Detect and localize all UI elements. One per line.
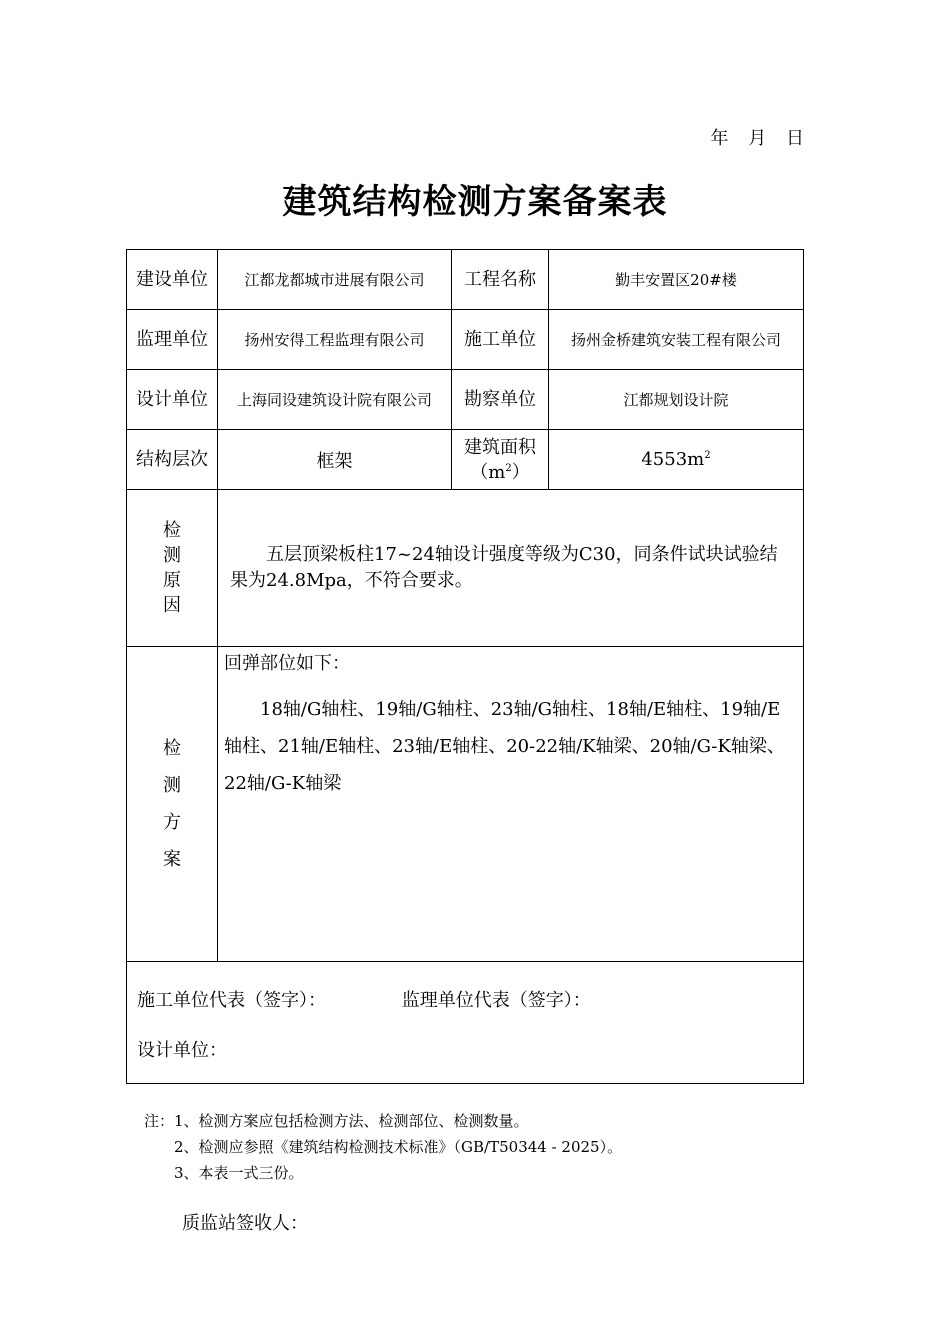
area-label-main: 建筑面积 bbox=[464, 436, 536, 458]
inspection-plan-label: 检 测 方 案 bbox=[127, 647, 218, 962]
filing-form-table bbox=[126, 249, 804, 1084]
builder-unit-value: 扬州金桥建筑安装工程有限公司 bbox=[549, 310, 804, 370]
construction-unit-value: 江都龙都城市进展有限公司 bbox=[218, 250, 452, 310]
receiver-signature[interactable]: 质监站签收人： bbox=[182, 1213, 308, 1234]
inspection-plan-text: 18轴/G轴柱、19轴/G轴柱、23轴/G轴柱、18轴/E轴柱、19轴/E轴柱、21轴/E轴柱、23轴/E轴柱、20-22轴/K轴梁、20轴/G-K轴梁、22轴/G-K轴梁 bbox=[224, 699, 785, 794]
inspection-plan-heading: 回弹部位如下： bbox=[224, 653, 350, 674]
design-unit-label: 设计单位 bbox=[127, 370, 218, 430]
structure-label: 结构层次 bbox=[127, 430, 218, 490]
area-value: $4553m^2$ bbox=[549, 430, 804, 490]
survey-unit-value: 江都规划设计院 bbox=[549, 370, 804, 430]
date-line: 年 月 日 bbox=[710, 128, 806, 149]
row-inspection-plan bbox=[127, 647, 804, 962]
design-unit-value: 上海同设建筑设计院有限公司 bbox=[218, 370, 452, 430]
notes bbox=[144, 1108, 622, 1186]
row-construction-project bbox=[127, 250, 804, 310]
page-title: 建筑结构检测方案备案表 bbox=[282, 182, 668, 222]
row-structure-area bbox=[127, 430, 804, 490]
note-2: 2、检测应参照《建筑结构检测技术标准》（GB/T50344 - 2025）。 bbox=[174, 1138, 623, 1156]
builder-unit-label: 施工单位 bbox=[452, 310, 549, 370]
structure-value: 框架 bbox=[218, 430, 452, 490]
builder-rep-signature[interactable]: 施工单位代表（签字）： bbox=[137, 990, 326, 1011]
inspection-reason-label: 检 测 原 因 bbox=[127, 490, 218, 647]
inspection-plan-cell bbox=[218, 647, 804, 962]
row-signatures bbox=[127, 962, 804, 1084]
construction-unit-label: 建设单位 bbox=[127, 250, 218, 310]
inspection-reason-text: 五层顶梁板柱17~24轴设计强度等级为C30，同条件试块试验结果为24.8Mpa，不符合要求。 bbox=[230, 544, 778, 591]
row-inspection-reason bbox=[127, 490, 804, 647]
project-name-value: 勤丰安置区20#楼 bbox=[549, 250, 804, 310]
row-supervision-builder bbox=[127, 310, 804, 370]
note-3: 3、本表一式三份。 bbox=[174, 1164, 304, 1182]
note-1: 注：1、检测方案应包括检测方法、检测部位、检测数量。 bbox=[144, 1112, 529, 1130]
survey-unit-label: 勘察单位 bbox=[452, 370, 549, 430]
signature-cell bbox=[127, 962, 804, 1084]
area-label-unit: $(m^2)$ bbox=[470, 461, 530, 483]
supervisor-rep-signature[interactable]: 监理单位代表（签字）： bbox=[401, 990, 591, 1011]
area-label bbox=[452, 430, 549, 490]
project-name-label: 工程名称 bbox=[452, 250, 549, 310]
supervision-unit-label: 监理单位 bbox=[127, 310, 218, 370]
design-unit-signature[interactable]: 设计单位： bbox=[137, 1040, 227, 1061]
inspection-reason-cell bbox=[218, 490, 804, 647]
row-design-survey bbox=[127, 370, 804, 430]
supervision-unit-value: 扬州安得工程监理有限公司 bbox=[218, 310, 452, 370]
